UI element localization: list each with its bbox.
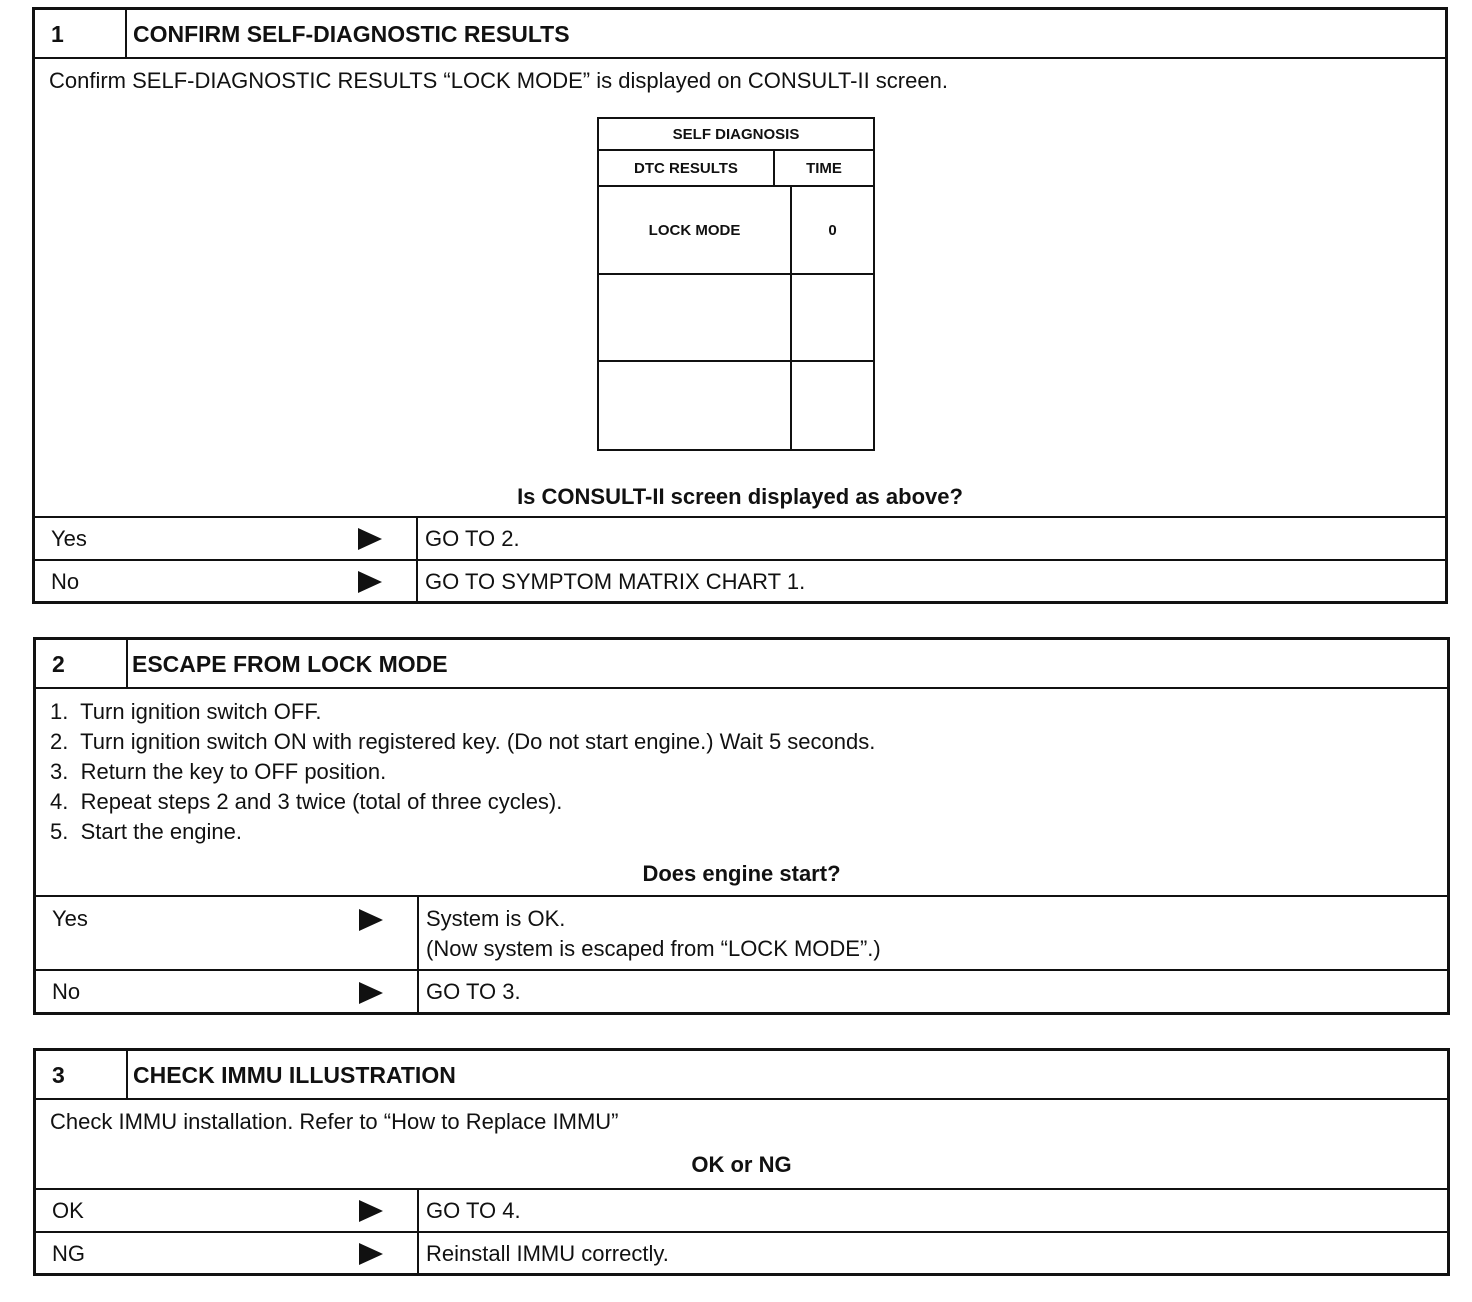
step-title: CHECK IMMU ILLUSTRATION [133,1062,456,1088]
step-number: 2 [52,651,65,677]
step-2-body [36,687,1447,895]
step-question: Does engine start? [642,861,841,886]
dtc-cell [599,275,792,362]
header-divider [126,640,128,687]
answer-result: Reinstall IMMU correctly. [426,1241,669,1266]
answer-result: System is OK. [426,906,566,931]
answer-result: GO TO SYMPTOM MATRIX CHART 1. [425,569,806,594]
answer-label: No [51,569,80,594]
arrow-icon [358,528,382,550]
answer-divider [416,518,418,559]
answer-divider [417,897,419,969]
dtc-cell [599,362,792,449]
arrow-icon [358,571,382,593]
step-instruction: Check IMMU installation. Refer to “How to Replace IMMU” [50,1109,619,1134]
step-1-header [35,10,1445,57]
answer-row-yes [36,895,1447,969]
step-2-header [36,640,1447,687]
answer-row-no [35,559,1445,601]
answer-label: Yes [51,526,87,551]
step-number: 1 [51,21,64,47]
answer-divider [417,971,419,1012]
consult-screen [597,117,875,451]
header-divider [125,10,127,57]
answer-row-yes [35,516,1445,559]
list-item: 3. Return the key to OFF position. [50,759,387,784]
step-question: Is CONSULT-II screen displayed as above? [517,484,963,509]
step-3-body [36,1098,1447,1188]
time-cell [792,362,873,449]
list-item: 1. Turn ignition switch OFF. [50,699,322,724]
arrow-icon [359,909,383,931]
screen-title: SELF DIAGNOSIS [599,119,873,151]
answer-result: GO TO 4. [426,1198,521,1223]
col-header-dtc: DTC RESULTS [599,151,775,187]
step-question: OK or NG [691,1152,792,1177]
answer-result: GO TO 2. [425,526,520,551]
answer-divider [417,1190,419,1231]
step-1-body [35,57,1445,516]
answer-row-ng [36,1231,1447,1273]
answer-divider [417,1233,419,1273]
time-cell: 0 [792,187,873,275]
list-item: 2. Turn ignition switch ON with registered key. (Do not start engine.) Wait 5 seconds. [50,729,876,754]
arrow-icon [359,1200,383,1222]
dtc-cell: LOCK MODE [599,187,792,275]
answer-label: Yes [52,906,88,931]
answer-label: NG [52,1241,85,1266]
answer-label: No [52,979,81,1004]
step-instruction: Confirm SELF-DIAGNOSTIC RESULTS “LOCK MODE” is displayed on CONSULT-II screen. [49,68,948,93]
list-item: 4. Repeat steps 2 and 3 twice (total of three cycles). [50,789,563,814]
step-title: CONFIRM SELF-DIAGNOSTIC RESULTS [133,21,570,47]
list-item: 5. Start the engine. [50,819,243,844]
answer-result: GO TO 3. [426,979,521,1004]
header-divider [126,1051,128,1098]
step-3-header [36,1051,1447,1098]
answer-result-note: (Now system is escaped from “LOCK MODE”.) [426,936,881,961]
arrow-icon [359,982,383,1004]
answer-divider [416,561,418,601]
step-number: 3 [52,1062,65,1088]
answer-row-ok [36,1188,1447,1231]
step-2-box [33,637,1450,1015]
step-1-box [32,7,1448,604]
step-3-box [33,1048,1450,1276]
col-header-time: TIME [775,151,873,187]
arrow-icon [359,1243,383,1265]
step-title: ESCAPE FROM LOCK MODE [132,651,448,677]
answer-label: OK [52,1198,84,1223]
answer-row-no [36,969,1447,1012]
time-cell [792,275,873,362]
